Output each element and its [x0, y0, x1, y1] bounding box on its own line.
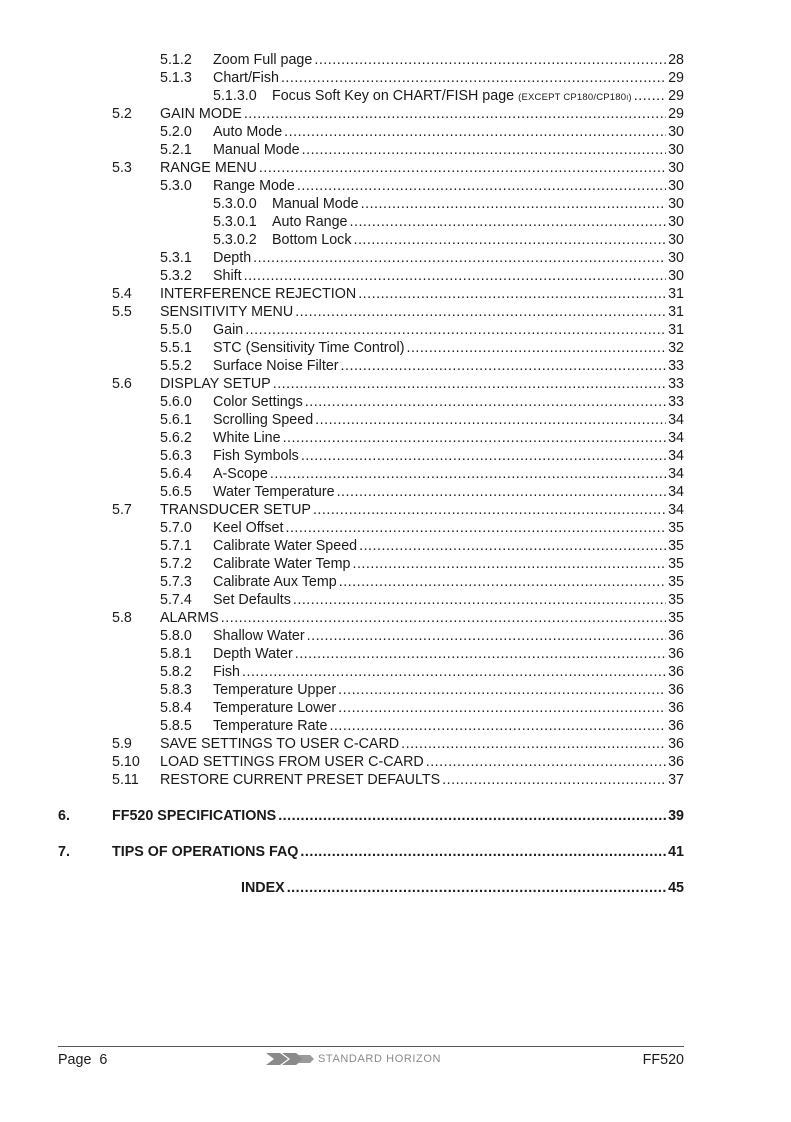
toc-title: Temperature Lower [213, 700, 337, 716]
dot-leader [358, 285, 666, 303]
toc-title: ALARMS [160, 610, 219, 626]
dot-leader [401, 735, 666, 753]
toc-row[interactable] [112, 609, 684, 627]
toc-title: FF520 SPECIFICATIONS [112, 808, 277, 824]
toc-number: 5.7.2 [160, 556, 192, 572]
toc-page-number: 36 [668, 664, 684, 680]
dot-leader [285, 519, 666, 537]
toc-row[interactable] [160, 123, 684, 141]
toc-number: 5.8.0 [160, 628, 192, 644]
toc-title: Shift [213, 268, 242, 284]
toc-page-number: 45 [668, 880, 684, 896]
toc-page-number: 34 [668, 502, 684, 518]
toc-number: 5.8.2 [160, 664, 192, 680]
toc-title: Bottom Lock [272, 232, 352, 248]
dot-leader [426, 753, 666, 771]
toc-title: Fish [213, 664, 241, 680]
toc-page-number: 35 [668, 592, 684, 608]
toc-title: TIPS OF OPERATIONS FAQ [112, 844, 299, 860]
toc-title: Calibrate Water Temp [213, 556, 351, 572]
toc-number: 5.3.0.2 [213, 232, 257, 248]
toc-number: 5.9 [112, 736, 132, 752]
toc-title: DISPLAY SETUP [160, 376, 271, 392]
toc-row[interactable] [160, 321, 684, 339]
toc-number: 5.3.2 [160, 268, 192, 284]
toc-title: Manual Mode [213, 142, 300, 158]
toc-number: 5.8 [112, 610, 132, 626]
toc-number: 5.3.0.1 [213, 214, 257, 230]
toc-row[interactable] [160, 429, 684, 447]
toc-title: Water Temperature [213, 484, 335, 500]
dot-leader [300, 843, 666, 861]
toc-title: Color Settings [213, 394, 303, 410]
page-footer [58, 1052, 684, 1070]
toc-row[interactable] [112, 159, 684, 177]
toc-row[interactable] [160, 339, 684, 357]
toc-page-number: 36 [668, 754, 684, 770]
footer-page-label: Page [58, 1052, 92, 1068]
toc-row[interactable] [112, 105, 684, 123]
dot-leader [244, 105, 666, 123]
toc-row[interactable] [160, 681, 684, 699]
toc-number: 5.5.0 [160, 322, 192, 338]
toc-number: 5.3.0.0 [213, 196, 257, 212]
dot-leader [339, 573, 666, 591]
dot-leader [314, 51, 666, 69]
brand-mark-icon [266, 1052, 314, 1066]
toc-page-number: 30 [668, 142, 684, 158]
footer-page-number: 6 [99, 1052, 108, 1068]
toc-title: Manual Mode [272, 196, 359, 212]
toc-page-number: 33 [668, 358, 684, 374]
toc-row[interactable] [160, 465, 684, 483]
toc-number: 5.6 [112, 376, 132, 392]
toc-page-number: 37 [668, 772, 684, 788]
toc-number: 5.11 [112, 772, 139, 788]
toc-page-number: 34 [668, 412, 684, 428]
dot-leader [293, 591, 666, 609]
dot-leader [338, 699, 666, 717]
toc-page-number: 29 [668, 106, 684, 122]
toc-page-number: 36 [668, 682, 684, 698]
toc-title: STC (Sensitivity Time Control) [213, 340, 405, 356]
toc-page-number: 36 [668, 628, 684, 644]
toc-page-number: 32 [668, 340, 684, 356]
toc-row[interactable] [213, 195, 684, 213]
dot-leader [301, 447, 666, 465]
toc-title: Scrolling Speed [213, 412, 314, 428]
toc-page-number: 31 [668, 286, 684, 302]
toc-row[interactable] [160, 69, 684, 87]
toc-number: 5.6.0 [160, 394, 192, 410]
toc-number: 5.3.1 [160, 250, 192, 266]
toc-page-number: 29 [668, 70, 684, 86]
toc-title: Calibrate Water Speed [213, 538, 358, 554]
toc-title: Depth [213, 250, 252, 266]
footer-model: FF520 [642, 1052, 684, 1068]
toc-title: RANGE MENU [160, 160, 257, 176]
dot-leader [273, 375, 666, 393]
toc-title: Auto Mode [213, 124, 283, 140]
toc-title: Calibrate Aux Temp [213, 574, 337, 590]
dot-leader [341, 357, 667, 375]
toc-page-number: 34 [668, 484, 684, 500]
toc-row[interactable] [58, 843, 684, 861]
toc-number: 5.1.2 [160, 52, 192, 68]
toc-title: RESTORE CURRENT PRESET DEFAULTS [160, 772, 441, 788]
toc-row[interactable] [160, 51, 684, 69]
toc-row[interactable] [160, 411, 684, 429]
toc-page-number: 35 [668, 520, 684, 536]
toc-title: Surface Noise Filter [213, 358, 339, 374]
toc-row[interactable] [160, 249, 684, 267]
toc-page-number: 30 [668, 214, 684, 230]
toc-row[interactable] [160, 699, 684, 717]
toc-number: 5.10 [112, 754, 140, 770]
dot-leader [350, 213, 667, 231]
toc-number: 5.1.3 [160, 70, 192, 86]
toc-row[interactable] [160, 537, 684, 555]
dot-leader [352, 555, 666, 573]
dot-leader [295, 645, 666, 663]
toc-row[interactable] [58, 807, 684, 825]
dot-leader [329, 717, 666, 735]
toc-row[interactable] [112, 753, 684, 771]
toc-page-number: 28 [668, 52, 684, 68]
toc-page-number: 33 [668, 376, 684, 392]
toc-title: Auto Range [272, 214, 348, 230]
dot-leader [359, 537, 666, 555]
toc-page-number: 36 [668, 718, 684, 734]
toc-title: Focus Soft Key on CHART/FISH page [272, 88, 515, 104]
toc-page-number: 34 [668, 466, 684, 482]
toc-number: 5.2.1 [160, 142, 192, 158]
toc-row[interactable] [160, 663, 684, 681]
toc-number: 5.2.0 [160, 124, 192, 140]
footer-rule [58, 1046, 684, 1047]
toc-row[interactable] [160, 555, 684, 573]
dot-leader [253, 249, 666, 267]
dot-leader [259, 159, 666, 177]
toc-page-number: 30 [668, 178, 684, 194]
dot-leader [338, 681, 666, 699]
toc-row[interactable] [160, 591, 684, 609]
toc-title: Set Defaults [213, 592, 291, 608]
toc-page-number: 30 [668, 268, 684, 284]
toc-title: Range Mode [213, 178, 295, 194]
toc-number: 5.7.4 [160, 592, 192, 608]
dot-leader [281, 69, 666, 87]
dot-leader [297, 177, 666, 195]
toc-row[interactable] [213, 231, 684, 249]
toc-page-number: 33 [668, 394, 684, 410]
toc-row[interactable] [160, 177, 684, 195]
toc-number: 5.4 [112, 286, 132, 302]
dot-leader [283, 429, 667, 447]
toc-page-number: 35 [668, 610, 684, 626]
toc-note: (EXCEPT CP180/CP180i) [518, 92, 632, 103]
toc-page-number: 36 [668, 646, 684, 662]
toc-title: Fish Symbols [213, 448, 299, 464]
toc-row[interactable] [112, 285, 684, 303]
toc-page-number: 36 [668, 700, 684, 716]
toc-number: 5.8.3 [160, 682, 192, 698]
toc-number: 5.2 [112, 106, 132, 122]
toc-number: 7. [58, 844, 70, 860]
toc-row[interactable] [112, 771, 684, 789]
toc-row[interactable] [160, 627, 684, 645]
toc-number: 5.3 [112, 160, 132, 176]
toc-page-number: 30 [668, 232, 684, 248]
toc-number: 5.6.2 [160, 430, 192, 446]
toc-page-number: 31 [668, 304, 684, 320]
toc-page-number: 36 [668, 736, 684, 752]
dot-leader [270, 465, 666, 483]
dot-leader [305, 393, 666, 411]
toc-row[interactable] [160, 717, 684, 735]
dot-leader [313, 501, 666, 519]
toc-row[interactable] [160, 141, 684, 159]
toc-title: Temperature Upper [213, 682, 337, 698]
toc-number: 5.6.1 [160, 412, 192, 428]
toc-page-number: 34 [668, 430, 684, 446]
toc-row[interactable] [160, 519, 684, 537]
toc-number: 5.8.4 [160, 700, 192, 716]
dot-leader [442, 771, 666, 789]
toc-title: Gain [213, 322, 244, 338]
toc-number: 5.5.1 [160, 340, 192, 356]
toc-number: 5.7.1 [160, 538, 192, 554]
toc-page-number: 35 [668, 538, 684, 554]
toc-number: 5.8.1 [160, 646, 192, 662]
dot-leader [278, 807, 666, 825]
toc-number: 5.8.5 [160, 718, 192, 734]
toc-row[interactable] [160, 483, 684, 501]
toc-page-number: 35 [668, 574, 684, 590]
dot-leader [315, 411, 666, 429]
dot-leader [244, 267, 666, 285]
toc-title: Shallow Water [213, 628, 305, 644]
toc-number: 5.7 [112, 502, 132, 518]
toc-number: 5.7.3 [160, 574, 192, 590]
toc-number: 5.6.5 [160, 484, 192, 500]
toc-number: 6. [58, 808, 70, 824]
dot-leader [307, 627, 666, 645]
toc-title: SENSITIVITY MENU [160, 304, 294, 320]
toc-row[interactable] [160, 267, 684, 285]
toc-title: Temperature Rate [213, 718, 328, 734]
toc-title: SAVE SETTINGS TO USER C-CARD [160, 736, 400, 752]
toc-title: Chart/Fish [213, 70, 279, 86]
dot-leader [287, 879, 666, 897]
dot-leader [242, 663, 666, 681]
toc-number: 5.3.0 [160, 178, 192, 194]
toc-number: 5.6.3 [160, 448, 192, 464]
toc-row[interactable] [160, 357, 684, 375]
brand-wordmark: STANDARD HORIZON [318, 1053, 442, 1065]
toc-row[interactable] [58, 879, 684, 897]
toc-title: A-Scope [213, 466, 268, 482]
toc-row[interactable] [160, 447, 684, 465]
toc-row[interactable] [160, 393, 684, 411]
toc-page-number: 30 [668, 160, 684, 176]
toc-title: Keel Offset [213, 520, 284, 536]
toc-row[interactable] [112, 303, 684, 321]
toc-title: Zoom Full page [213, 52, 313, 68]
toc-row[interactable] [213, 213, 684, 231]
toc-page-number: 31 [668, 322, 684, 338]
dot-leader [295, 303, 666, 321]
toc-number: 5.7.0 [160, 520, 192, 536]
toc-title: INDEX [241, 880, 285, 896]
toc-number: 5.5 [112, 304, 132, 320]
toc-number: 5.1.3.0 [213, 88, 257, 104]
dot-leader [361, 195, 666, 213]
toc-title: TRANSDUCER SETUP [160, 502, 311, 518]
toc-title: White Line [213, 430, 281, 446]
toc-page-number: 41 [668, 844, 684, 860]
toc-row[interactable] [160, 573, 684, 591]
toc-number: 5.5.2 [160, 358, 192, 374]
dot-leader [634, 87, 666, 105]
toc-row[interactable] [112, 501, 684, 519]
dot-leader [245, 321, 666, 339]
toc-page-number: 29 [668, 88, 684, 104]
toc-page-number: 30 [668, 124, 684, 140]
toc-title: Depth Water [213, 646, 293, 662]
toc-number: 5.6.4 [160, 466, 192, 482]
toc-title: LOAD SETTINGS FROM USER C-CARD [160, 754, 424, 770]
toc-title: INTERFERENCE REJECTION [160, 286, 357, 302]
standard-horizon-logo [266, 1052, 441, 1066]
toc-page-number: 30 [668, 250, 684, 266]
toc-page-number: 35 [668, 556, 684, 572]
toc-row[interactable] [112, 735, 684, 753]
dot-leader [221, 609, 666, 627]
footer-page-info [58, 1052, 107, 1068]
toc-row[interactable] [112, 375, 684, 393]
toc-row[interactable] [160, 645, 684, 663]
dot-leader [302, 141, 666, 159]
toc-page-number: 30 [668, 196, 684, 212]
toc-page-number: 34 [668, 448, 684, 464]
toc-title: GAIN MODE [160, 106, 242, 122]
dot-leader [406, 339, 666, 357]
dot-leader [284, 123, 666, 141]
toc-row[interactable] [213, 87, 684, 105]
dot-leader [337, 483, 667, 501]
toc-page-number: 39 [668, 808, 684, 824]
dot-leader [353, 231, 666, 249]
